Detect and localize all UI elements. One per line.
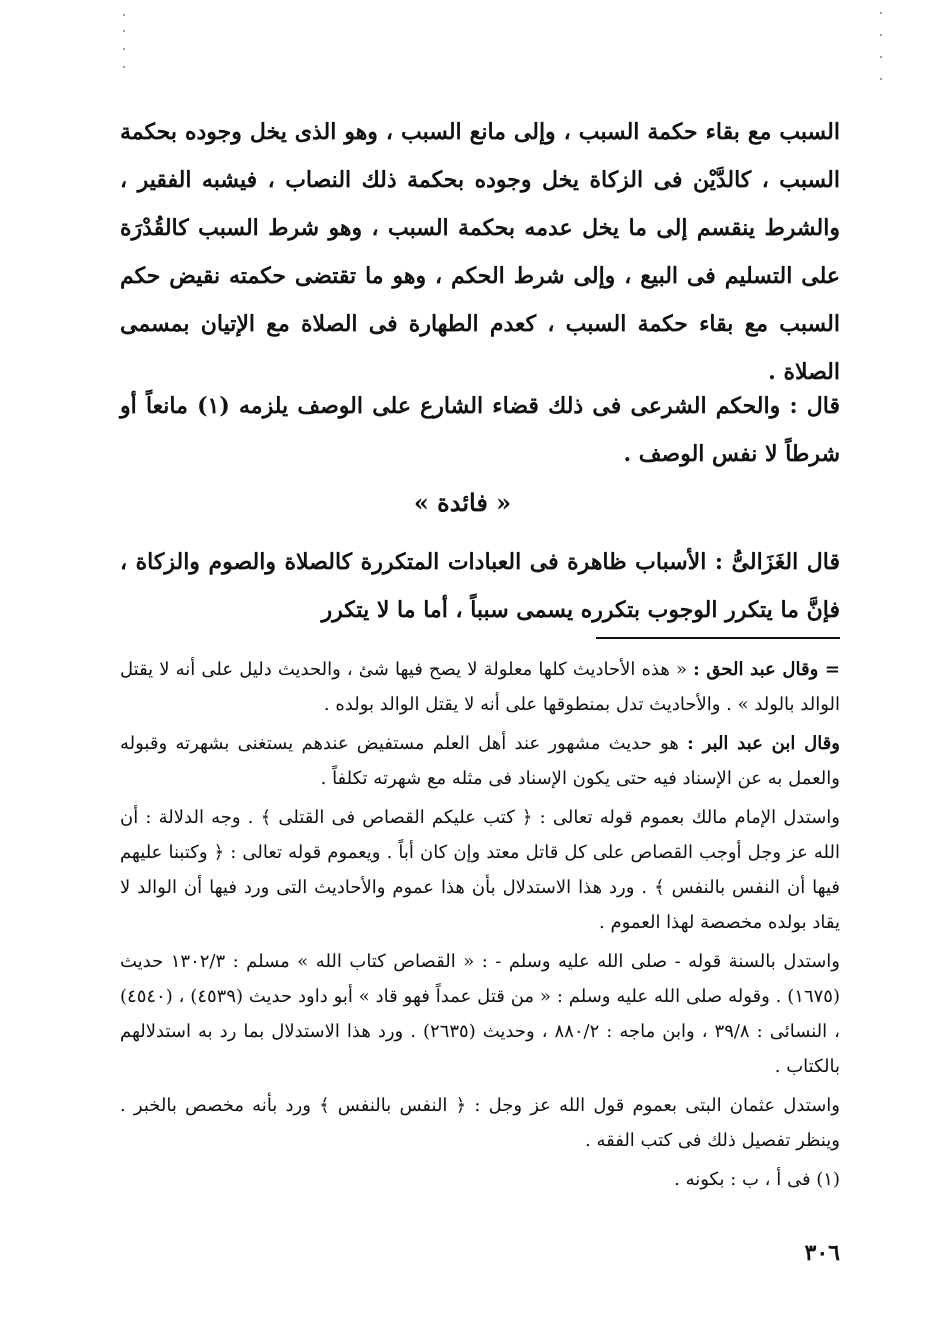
scan-speckle bbox=[123, 48, 125, 50]
footnote-entry: وقال ابن عبد البر : هو حديث مشهور عند أهل العلم مستفيض عندهم يستغنى بشهرته وقبوله والعمل به عن الإسناد فيه حتى يكون الإسناد فى مثله مع شهرته تكلفاً . bbox=[120, 733, 840, 789]
footnote-lead: = وقال عبد الحق : bbox=[693, 659, 840, 680]
page-number: ٣٠٦ bbox=[804, 1240, 840, 1266]
scan-speckle bbox=[880, 78, 882, 80]
paragraph-text: قال : والحكم الشرعى فى ذلك قضاء الشارع على الوصف يلزمه (١) مانعاً أو شرطاً لا نفس الوصف . bbox=[120, 393, 841, 467]
paragraph-text: قال الغَزَالىُّ : الأسباب ظاهرة فى العبادات المتكررة كالصلاة والصوم والزكاة ، فإنَّ ما يتكرر الوجوب بتكرره يسمى سبباً ، أما ما لا يتكرر bbox=[120, 549, 840, 623]
footnote-entry: (١) فى أ ، ب : بكونه . bbox=[674, 1169, 840, 1190]
paragraph-text: السبب مع بقاء حكمة السبب ، وإلى مانع السبب ، وهو الذى يخل وجوده بحكمة السبب ، كالدَّيْن فى الزكاة يخل وجوده بحكمة ذلك النصاب ، فيشبه الفقير ، والشرط ينقسم إلى ما يخل عدمه بحكمة السبب ، وهو شرط السبب كالقُدْرَة على التسليم فى البيع ، وإلى شرط الحكم ، وهو ما تقتضى حكمته نقيض حكم السبب مع بقاء حكمة السبب ، كعدم الطهارة فى الصلاة مع الإتيان بمسمى الصلاة . bbox=[120, 119, 841, 385]
footnote-entry: واستدل بالسنة قوله - صلى الله عليه وسلم - : « القصاص كتاب الله » مسلم : ١٣٠٢/٣ حديث (١٦٧٥) . وقوله صلى الله عليه وسلم : « من قتل عمداً فهو قاد » أبو داود حديث (٤٥٣٩) ، (٤٥٤٠) ، النسائى : ٣٩/٨ ، وابن ماجه : ٨٨٠/٢ ، وحديث (٢٦٣٥) . ورد هذا الاستدلال بما رد به استدلالهم بالكتاب . bbox=[120, 951, 841, 1077]
scan-speckle bbox=[123, 14, 125, 16]
paragraph-lead: قال : bbox=[789, 393, 841, 419]
scan-speckle bbox=[880, 56, 882, 58]
footnote-separator bbox=[596, 637, 840, 639]
scan-speckle bbox=[123, 30, 125, 32]
footnotes bbox=[120, 652, 840, 1201]
footnote-lead: وقال ابن عبد البر : bbox=[687, 733, 840, 754]
scan-speckle bbox=[880, 34, 882, 36]
footnote-entry: واستدل عثمان البتى بعموم قول الله عز وجل : ﴿ النفس بالنفس ﴾ ورد بأنه مخصص بالخبر . وينظر تفصيل ذلك فى كتب الفقه . bbox=[120, 1095, 840, 1151]
footnote-entry: = وقال عبد الحق : « هذه الأحاديث كلها معلولة لا يصح فيها شئ ، والحديث دليل على أنه لا يقتل الوالد بالولد » . والأحاديث تدل بمنطوقها على أنه لا يقتل الوالد بولده . bbox=[120, 659, 840, 715]
scan-speckle bbox=[123, 66, 125, 68]
scan-speckle bbox=[880, 12, 882, 14]
main-paragraph-1 bbox=[120, 108, 840, 396]
footnote-entry: واستدل الإمام مالك بعموم قوله تعالى : ﴿ كتب عليكم القصاص فى القتلى ﴾ . وجه الدلالة : أن الله عز وجل أوجب القصاص على كل قاتل معتد وإن كان أباً . ويعموم قوله تعالى : ﴿ وكتبنا عليهم فيها أن النفس بالنفس ﴾ . ورد هذا الاستدلال بأن هذا عموم والأحاديث التى ورد فيها أن الوالد لا يقاد بولده مخصصة لهذا العموم . bbox=[120, 807, 841, 933]
main-paragraph-3 bbox=[120, 538, 840, 634]
section-heading: « فائدة » bbox=[413, 488, 512, 517]
main-paragraph-2 bbox=[120, 382, 840, 478]
